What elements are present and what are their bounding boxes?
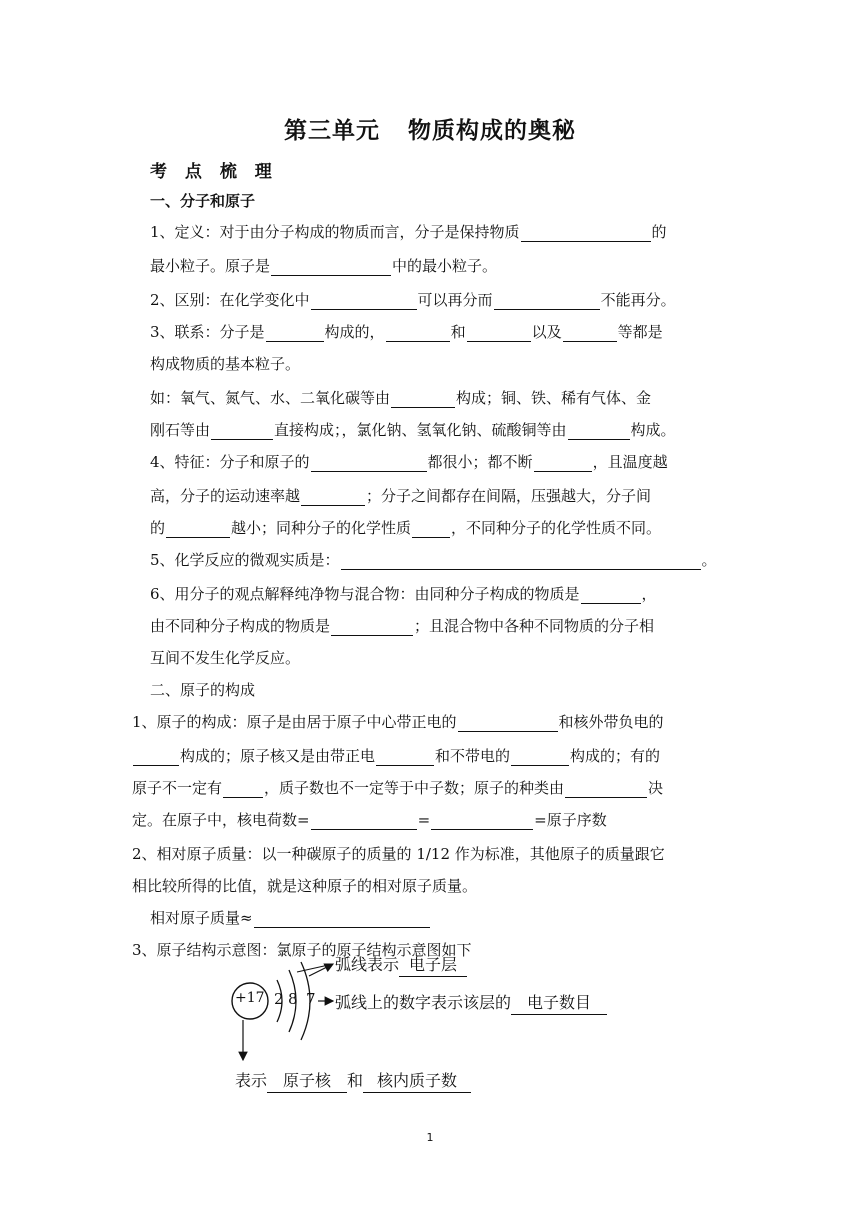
text-line: 2、相对原子质量：以一种碳原子的质量的 1/12 作为标准，其他原子的质量跟它 <box>132 845 665 863</box>
shell-count-2: 8 <box>288 990 298 1008</box>
arc-pointer-arrow <box>309 964 333 976</box>
text-line: 3、联系：分子是 构成的， 和 以及 等都是 <box>150 323 663 341</box>
blank[interactable] <box>376 747 434 766</box>
nucleus-label: 表示 原子核 和 核内质子数 <box>235 1068 471 1093</box>
blank[interactable] <box>391 389 455 408</box>
blank[interactable] <box>133 747 179 766</box>
blank[interactable] <box>301 487 365 506</box>
blank[interactable] <box>254 909 430 928</box>
blank[interactable] <box>211 421 273 440</box>
text-line: 定。在原子中，核电荷数= = =原子序数 <box>132 811 607 829</box>
text-line: 刚石等由 直接构成；，氯化钠、氢氧化钠、硫酸铜等由 构成。 <box>150 421 676 439</box>
text-line: 2、区别：在化学变化中 可以再分而 不能再分。 <box>150 291 676 309</box>
blank[interactable] <box>331 617 413 636</box>
blank[interactable] <box>534 453 592 472</box>
page-title <box>0 112 860 145</box>
text-line: 最小粒子。原子是 中的最小粒子。 <box>150 257 498 275</box>
text-line: 由不同种分子构成的物质是 ；且混合物中各种不同物质的分子相 <box>150 617 655 635</box>
text-line: 1、定义：对于由分子构成的物质而言，分子是保持物质 的 <box>150 223 667 241</box>
blank[interactable] <box>458 713 558 732</box>
text-line: 构成物质的基本粒子。 <box>150 355 301 373</box>
blank[interactable] <box>223 779 263 798</box>
subsection-atom-structure: 二、原子的构成 <box>150 681 256 699</box>
blank[interactable] <box>511 747 569 766</box>
blank[interactable] <box>412 519 450 538</box>
blank[interactable] <box>266 323 324 342</box>
subsection-molecules-atoms: 一、分子和原子 <box>150 192 256 210</box>
text-line: 相对原子质量≈ <box>150 908 740 928</box>
blank[interactable] <box>521 223 651 242</box>
text-line: 原子不一定有 ，质子数也不一定等于中子数；原子的种类由 决 <box>132 779 664 797</box>
blank[interactable] <box>311 453 427 472</box>
text-line: 6、用分子的观点解释纯净物与混合物：由同种分子构成的物质是 ， <box>150 585 657 603</box>
unit-label: 第三单元 <box>284 118 380 144</box>
text-line: 5、化学反应的微观实质是： 。 <box>150 551 717 569</box>
number-label: 弧线上的数字表示该层的 电子数目 <box>335 990 607 1015</box>
page-number: 1 <box>426 1131 434 1144</box>
atom-structure-diagram <box>225 950 685 1100</box>
blank[interactable] <box>494 291 600 310</box>
blank[interactable] <box>386 323 450 342</box>
blank[interactable] <box>563 323 617 342</box>
text-line: 4、特征：分子和原子的 都很小；都不断 ，且温度越 <box>150 453 668 471</box>
blank[interactable] <box>565 779 647 798</box>
nucleus-charge: +17 <box>235 990 265 1006</box>
nucleus-answer-1: 原子核 <box>267 1068 347 1093</box>
shell-count-1: 2 <box>274 990 284 1008</box>
text-line: 1、原子的构成：原子是由居于原子中心带正电的 和核外带负电的 <box>132 713 664 731</box>
blank[interactable] <box>271 257 391 276</box>
blank[interactable] <box>311 811 417 830</box>
text-line: 相比较所得的比值，就是这种原子的相对原子质量。 <box>132 877 478 895</box>
section-heading: 考 点 梳 理 <box>150 162 278 182</box>
shell-count-3: 7 <box>306 990 316 1008</box>
blank[interactable] <box>166 519 230 538</box>
nucleus-answer-2: 核内质子数 <box>363 1068 471 1093</box>
arc-label: 弧线表示 电子层 <box>335 952 467 977</box>
text-line: 3、原子结构示意图：氯原子的原子结构示意图如下 <box>132 941 472 959</box>
unit-topic: 物质构成的奥秘 <box>408 118 576 144</box>
text-line: 互间不发生化学反应。 <box>150 649 301 667</box>
text-line: 构成的；原子核又是由带正电 和不带电的 构成的；有的 <box>132 746 742 766</box>
blank[interactable] <box>581 585 641 604</box>
blank[interactable] <box>431 811 533 830</box>
blank[interactable] <box>467 323 531 342</box>
blank[interactable] <box>568 421 630 440</box>
text-line: 如：氧气、氮气、水、二氧化碳等由 构成；铜、铁、稀有气体、金 <box>150 389 652 407</box>
text-line: 的 越小；同种分子的化学性质 ，不同种分子的化学性质不同。 <box>150 519 662 537</box>
blank[interactable] <box>311 291 417 310</box>
arc-answer: 电子层 <box>399 952 467 977</box>
blank[interactable] <box>341 551 701 570</box>
number-answer: 电子数目 <box>511 990 607 1015</box>
text-line: 高，分子的运动速率越 ；分子之间都存在间隔，压强越大，分子间 <box>150 487 652 505</box>
